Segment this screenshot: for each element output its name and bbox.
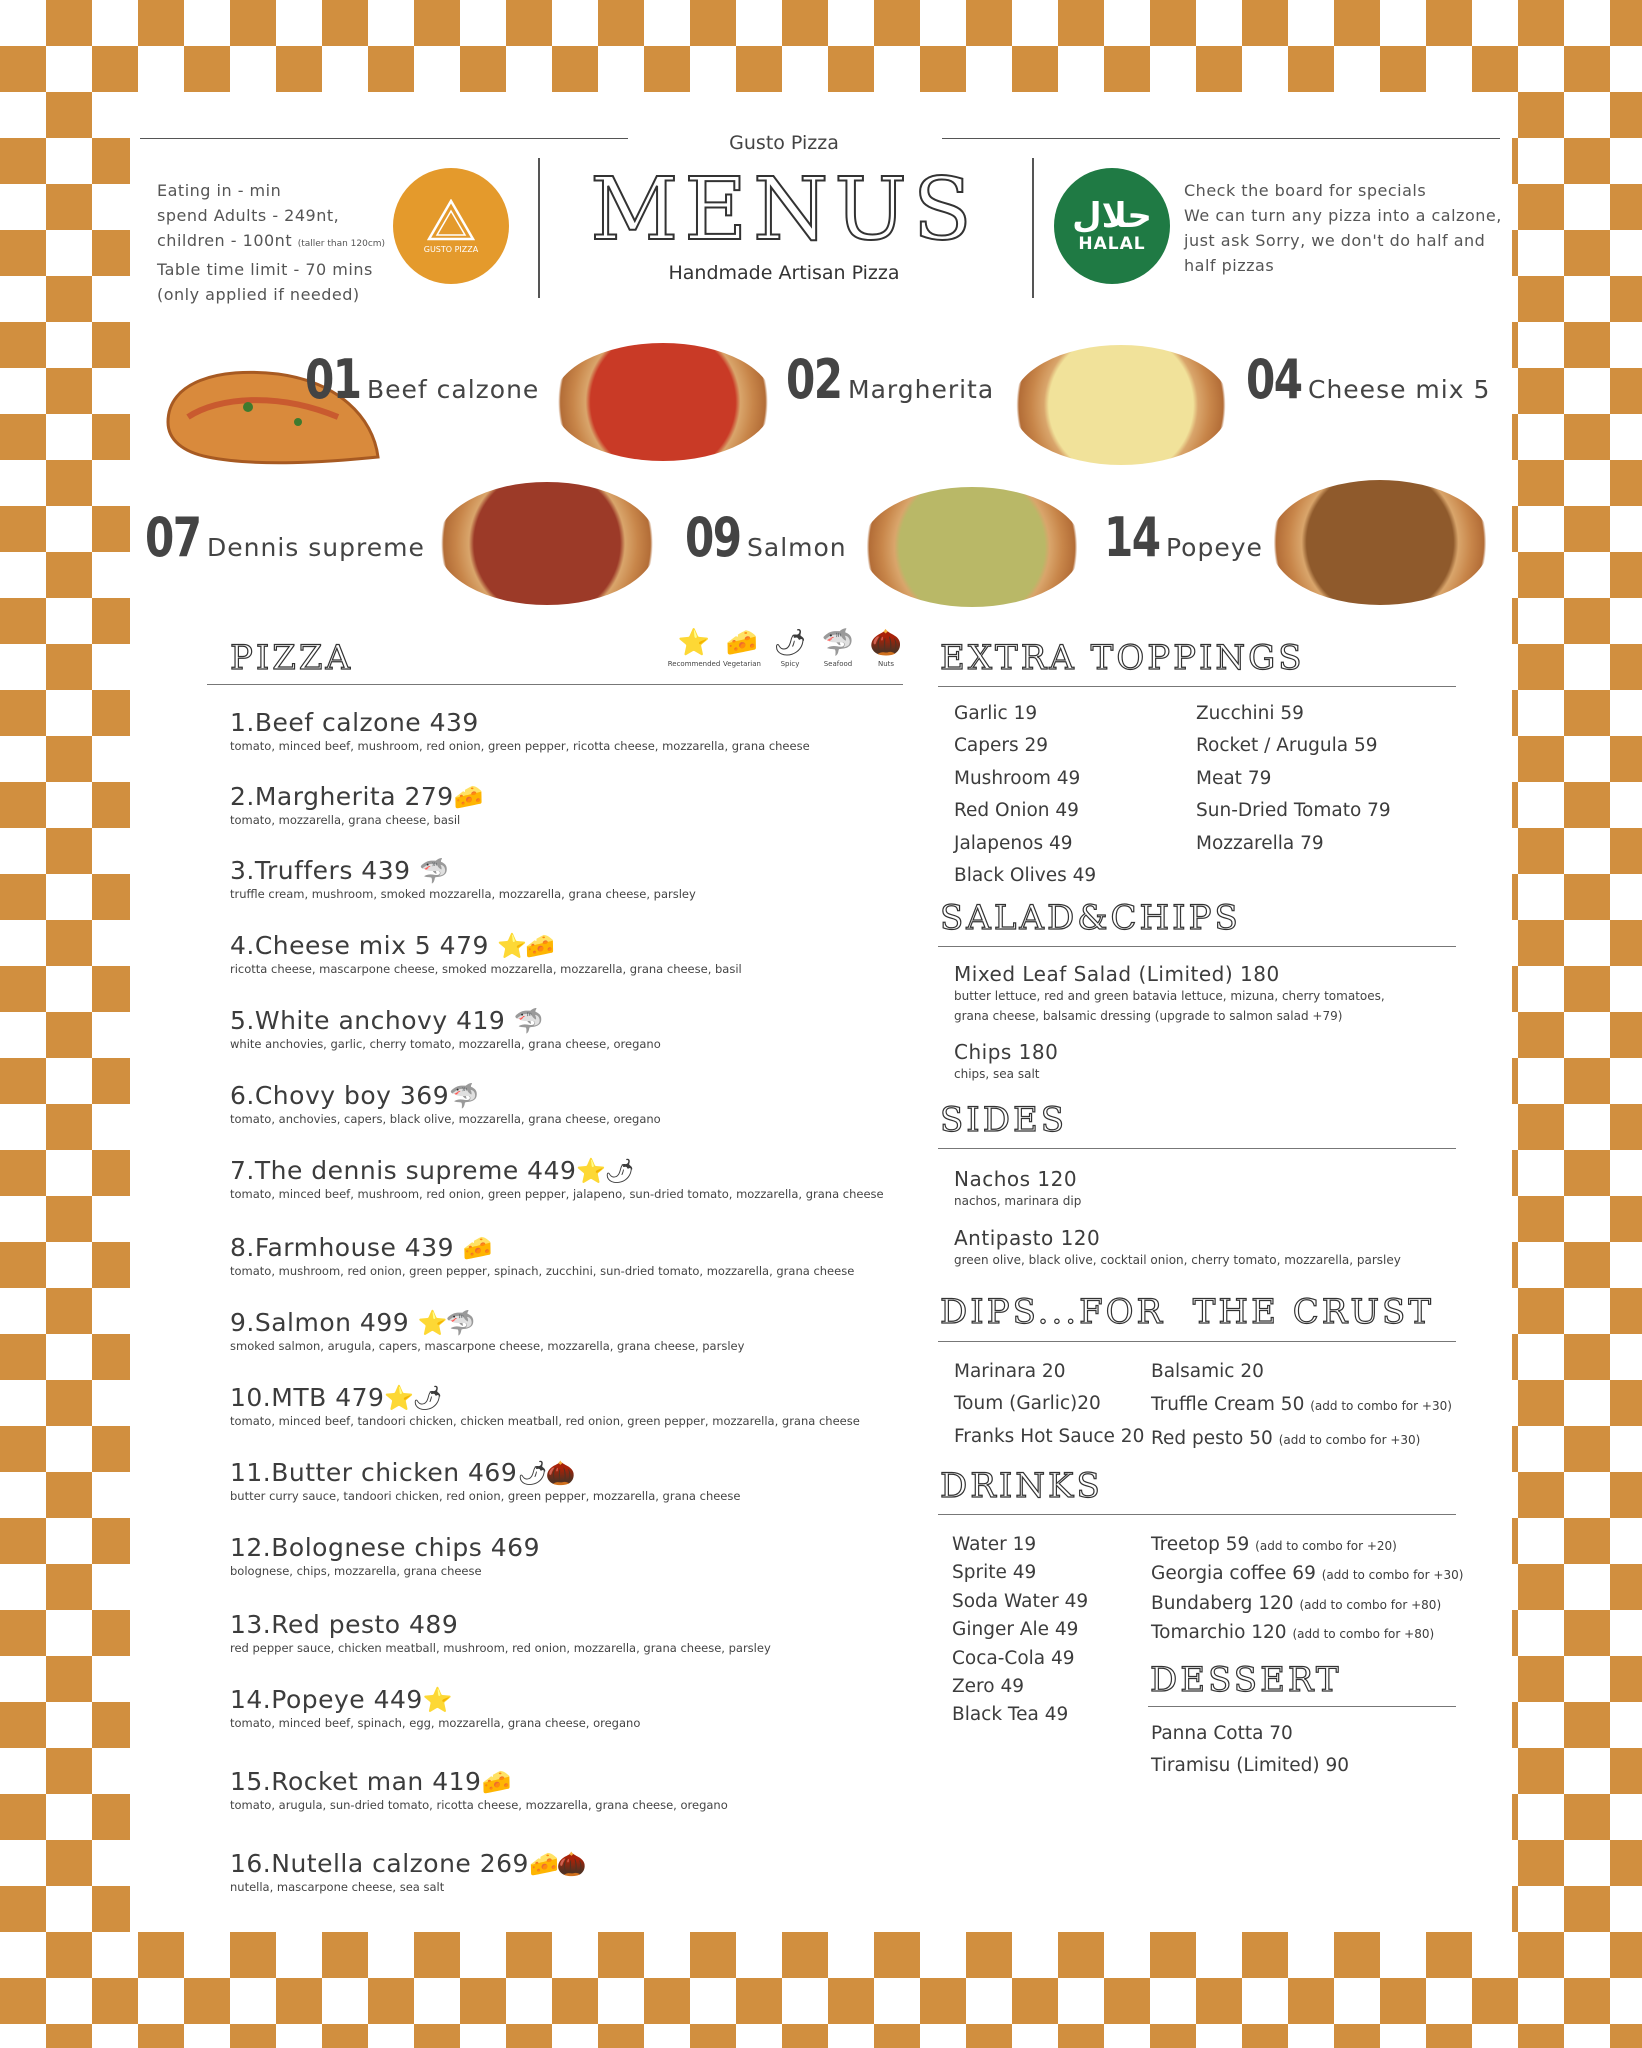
sides-title: SIDES [940,1100,1068,1140]
list-item: Marinara 20 [954,1361,1066,1382]
list-item: Treetop 59 (add to combo for +20) [1151,1534,1397,1555]
triangle-logo-icon [427,199,475,241]
legend-nuts: 🌰 Nuts [869,628,903,668]
chili-icon: 🌶 [773,628,807,658]
pizza-item: 12.Bolognese chips 469 bolognese, chips, mozzarella, grana cheese [230,1533,540,1578]
dietary-legend [667,628,907,668]
list-item: Water 19 [952,1534,1037,1555]
nachos-entry: Nachos 120 nachos, marinara dip [954,1167,1082,1208]
list-item: Toum (Garlic)20 [954,1393,1101,1415]
list-item: Sprite 49 [952,1562,1037,1584]
brand-name: Gusto Pizza [729,132,839,154]
pizza-item: 3.Truffers 439 🦈 truffle cream, mushroom, smoked mozzarella, mozzarella, grana cheese, parsley [230,856,696,901]
list-item: Red Onion 49 [954,800,1079,822]
dennis-supreme-image [437,482,657,605]
list-item: Coca-Cola 49 [952,1647,1075,1669]
dips-right [1151,1356,1452,1456]
cheese-mix-image [1012,345,1230,465]
extra-toppings-right [1196,698,1391,860]
drinks-title: DRINKS [940,1466,1103,1506]
pizza-item: 10.MTB 479⭐🌶 tomato, minced beef, tandoori chicken, chicken meatball, red onion, green pepper, mozzarella, grana cheese [230,1383,860,1428]
header-rule-right [942,138,1500,139]
drinks-right [1151,1531,1463,1649]
list-item: Bundaberg 120 (add to combo for +80) [1151,1592,1442,1614]
cheese-icon: 🧀 [725,628,759,658]
list-item: Soda Water 49 [952,1590,1089,1612]
list-item: Capers 29 [954,735,1049,757]
list-item: Black Tea 49 [952,1704,1069,1726]
list-item: Black Olives 49 [954,865,1097,887]
legend-vegetarian: 🧀 Vegetarian [723,628,761,668]
list-item: Jalapenos 49 [954,832,1073,854]
featured-09: 09 Salmon [685,506,847,569]
header-divider-left [538,158,540,298]
antipasto-entry: Antipasto 120 green olive, black olive, cocktail onion, cherry tomato, mozzarella, parsley [954,1226,1401,1267]
list-item: Tiramisu (Limited) 90 [1151,1755,1350,1777]
pizza-item: 7.The dennis supreme 449⭐🌶 tomato, minced beef, mushroom, red onion, green pepper, jalapeno, sun-dried tomato, mozzarella, grana cheese [230,1156,884,1201]
list-item: Ginger Ale 49 [952,1619,1079,1641]
list-item: Sun-Dried Tomato 79 [1196,800,1391,822]
pizza-item: 15.Rocket man 419🧀 tomato, arugula, sun-dried tomato, ricotta cheese, mozzarella, grana cheese, oregano [230,1767,728,1812]
pizza-section-title: PIZZA [230,638,354,678]
page-title: MENUS [590,160,978,260]
header-rule-left [140,138,628,139]
list-item: Panna Cotta 70 [1151,1723,1293,1744]
gusto-logo: GUSTO PIZZA [393,168,509,284]
list-item: Georgia coffee 69 (add to combo for +30) [1151,1563,1464,1585]
legend-spicy: 🌶 Spicy [773,628,807,668]
pizza-item: 9.Salmon 499 ⭐🦈 smoked salmon, arugula, capers, mascarpone cheese, mozzarella, grana cheese, parsley [230,1308,745,1353]
dessert-list [1151,1718,1349,1783]
dips-title: DIPS...FOR THE CRUST [940,1292,1434,1332]
drinks-left [952,1531,1088,1730]
list-item: Balsamic 20 [1151,1361,1264,1382]
halal-badge: حلال HALAL [1054,168,1170,284]
pizza-item: 11.Butter chicken 469🌶🌰 butter curry sauce, tandoori chicken, red onion, green pepper, mozzarella, grana cheese [230,1458,741,1503]
specials-note: Check the board for specials We can turn any pizza into a calzone, just ask Sorry, we don't do half and half pizzas [1184,181,1502,275]
pizza-item: 13.Red pesto 489 red pepper sauce, chicken meatball, mushroom, red onion, mozzarella, grana cheese, parsley [230,1610,771,1655]
legend-seafood: 🦈 Seafood [821,628,855,668]
pizza-item: 16.Nutella calzone 269🧀🌰 nutella, mascarpone cheese, sea salt [230,1849,585,1894]
salad-entry: Mixed Leaf Salad (Limited) 180 butter lettuce, red and green batavia lettuce, mizuna, cherry tomatoes, grana cheese, balsamic dressing (upgrade to salmon salad +79) [954,962,1385,1023]
drinks-rule [938,1514,1456,1515]
dips-left [954,1356,1144,1453]
popeye-image [1270,480,1490,605]
featured-04: 04 Cheese mix 5 [1246,348,1491,411]
pizza-item: 1.Beef calzone 439 tomato, minced beef, mushroom, red onion, green pepper, ricotta cheese, mozzarella, grana cheese [230,708,810,753]
dessert-title: DESSERT [1150,1660,1342,1700]
featured-02: 02 Margherita [786,348,995,411]
dessert-rule [1148,1706,1456,1707]
list-item: Meat 79 [1196,767,1272,789]
margherita-image [553,343,773,461]
pizza-item: 6.Chovy boy 369🦈 tomato, anchovies, capers, black olive, mozzarella, grana cheese, oregano [230,1081,661,1126]
shark-icon: 🦈 [821,628,855,658]
extra-toppings-title: EXTRA TOPPINGS [940,638,1305,678]
sides-rule [938,1148,1456,1149]
dips-rule [938,1341,1456,1342]
pizza-section-rule [207,684,903,685]
list-item: Zero 49 [952,1676,1024,1698]
pizza-item: 14.Popeye 449⭐ tomato, minced beef, spinach, egg, mozzarella, grana cheese, oregano [230,1685,641,1730]
list-item: Red pesto 50 (add to combo for +30) [1151,1427,1421,1449]
list-item: Rocket / Arugula 59 [1196,735,1378,757]
pizza-item: 4.Cheese mix 5 479 ⭐🧀 ricotta cheese, mascarpone cheese, smoked mozzarella, mozzarella, grana cheese, basil [230,931,742,976]
header-divider-right [1032,158,1034,298]
extra-toppings-rule [938,686,1456,687]
list-item: Mozzarella 79 [1196,832,1324,854]
pizza-item: 8.Farmhouse 439 🧀 tomato, mushroom, red onion, green pepper, spinach, zucchini, sun-dried tomato, mozzarella, grana cheese [230,1233,855,1278]
salmon-image [862,487,1082,607]
list-item: Truffle Cream 50 (add to combo for +30) [1151,1394,1452,1416]
list-item: Garlic 19 [954,703,1038,724]
legend-recommended: ⭐ Recommended [667,628,721,668]
acorn-icon: 🌰 [869,628,903,658]
dining-policy: Eating in - min spend Adults - 249nt, children - 100nt (taller than 120cm) Table time limit - 70 mins (only applied if needed) [157,181,386,304]
list-item: Franks Hot Sauce 20 [954,1425,1145,1447]
star-icon: ⭐ [677,628,711,658]
list-item: Mushroom 49 [954,767,1081,789]
pizza-item: 5.White anchovy 419 🦈 white anchovies, garlic, cherry tomato, mozzarella, grana cheese, oregano [230,1006,661,1051]
page-subtitle: Handmade Artisan Pizza [668,262,900,284]
chips-entry: Chips 180 chips, sea salt [954,1040,1059,1081]
featured-01: 01 Beef calzone [305,348,540,411]
salad-chips-title: SALAD&CHIPS [940,898,1241,938]
list-item: Zucchini 59 [1196,703,1304,724]
extra-toppings-left [954,698,1096,892]
pizza-item: 2.Margherita 279🧀 tomato, mozzarella, grana cheese, basil [230,782,482,827]
salad-chips-rule [938,946,1456,947]
list-item: Tomarchio 120 (add to combo for +80) [1151,1622,1435,1644]
featured-14: 14 Popeye [1104,506,1263,569]
featured-07: 07 Dennis supreme [145,506,425,569]
